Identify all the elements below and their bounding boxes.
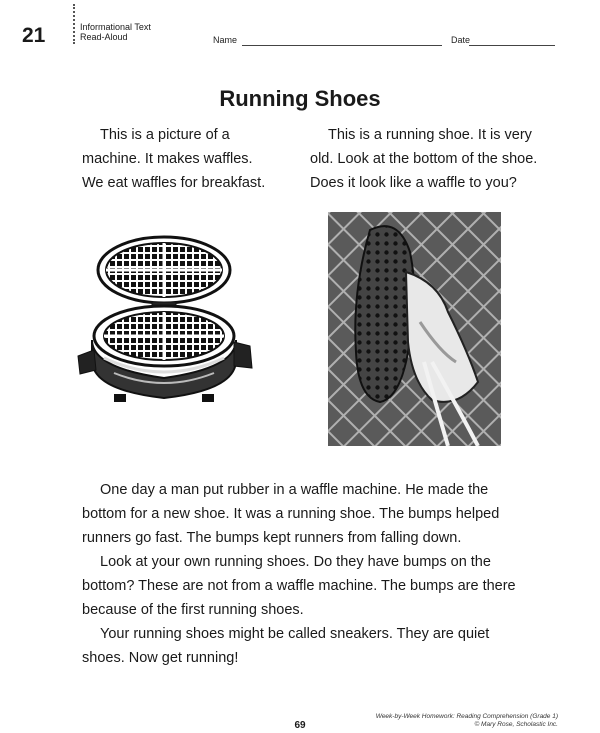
body-line: runners go fast. The bumps kept runners from falling down. <box>82 530 462 546</box>
credit-line1: Week-by-Week Homework: Reading Comprehension (Grade 1) <box>375 713 558 720</box>
intro-right <box>310 123 570 195</box>
body-line: because of the first running shoes. <box>82 602 304 618</box>
lesson-type <box>80 22 151 42</box>
date-line[interactable] <box>469 45 555 46</box>
intro-left <box>82 123 302 195</box>
page-title: Running Shoes <box>219 86 381 111</box>
body-line: One day a man put rubber in a waffle machine. He made the <box>100 482 489 498</box>
intro-right-line: old. Look at the bottom of the shoe. <box>310 151 538 167</box>
body-line: shoes. Now get running! <box>82 650 239 666</box>
lesson-type-line2: Read-Aloud <box>80 32 128 42</box>
lesson-number: 21 <box>22 24 46 47</box>
waffle-iron-icon <box>74 218 264 418</box>
body-line: bottom for a new shoe. It was a running shoe. The bumps helped <box>82 506 500 522</box>
credit-line2: © Mary Rose, Scholastic Inc. <box>474 721 558 728</box>
intro-right-line: This is a running shoe. It is very <box>328 127 532 143</box>
body-text <box>82 478 562 670</box>
intro-right-line: Does it look like a waffle to you? <box>310 175 517 191</box>
intro-left-line: machine. It makes waffles. <box>82 151 253 167</box>
name-line[interactable] <box>242 45 442 46</box>
name-label: Name <box>213 35 238 45</box>
header-dotted-divider <box>73 4 75 44</box>
running-shoe-photo <box>328 212 501 446</box>
intro-left-line: We eat waffles for breakfast. <box>82 175 266 191</box>
lesson-type-line1: Informational Text <box>80 22 151 32</box>
page-number: 69 <box>294 720 306 731</box>
body-line: Your running shoes might be called sneakers. They are quiet <box>100 626 490 642</box>
body-line: Look at your own running shoes. Do they have bumps on the <box>100 554 491 570</box>
running-shoe-icon <box>328 212 501 446</box>
intro-left-line: This is a picture of a <box>100 127 230 143</box>
credit <box>376 713 558 729</box>
date-label: Date <box>451 35 471 45</box>
body-line: bottom? These are not from a waffle machine. The bumps are there <box>82 578 516 594</box>
